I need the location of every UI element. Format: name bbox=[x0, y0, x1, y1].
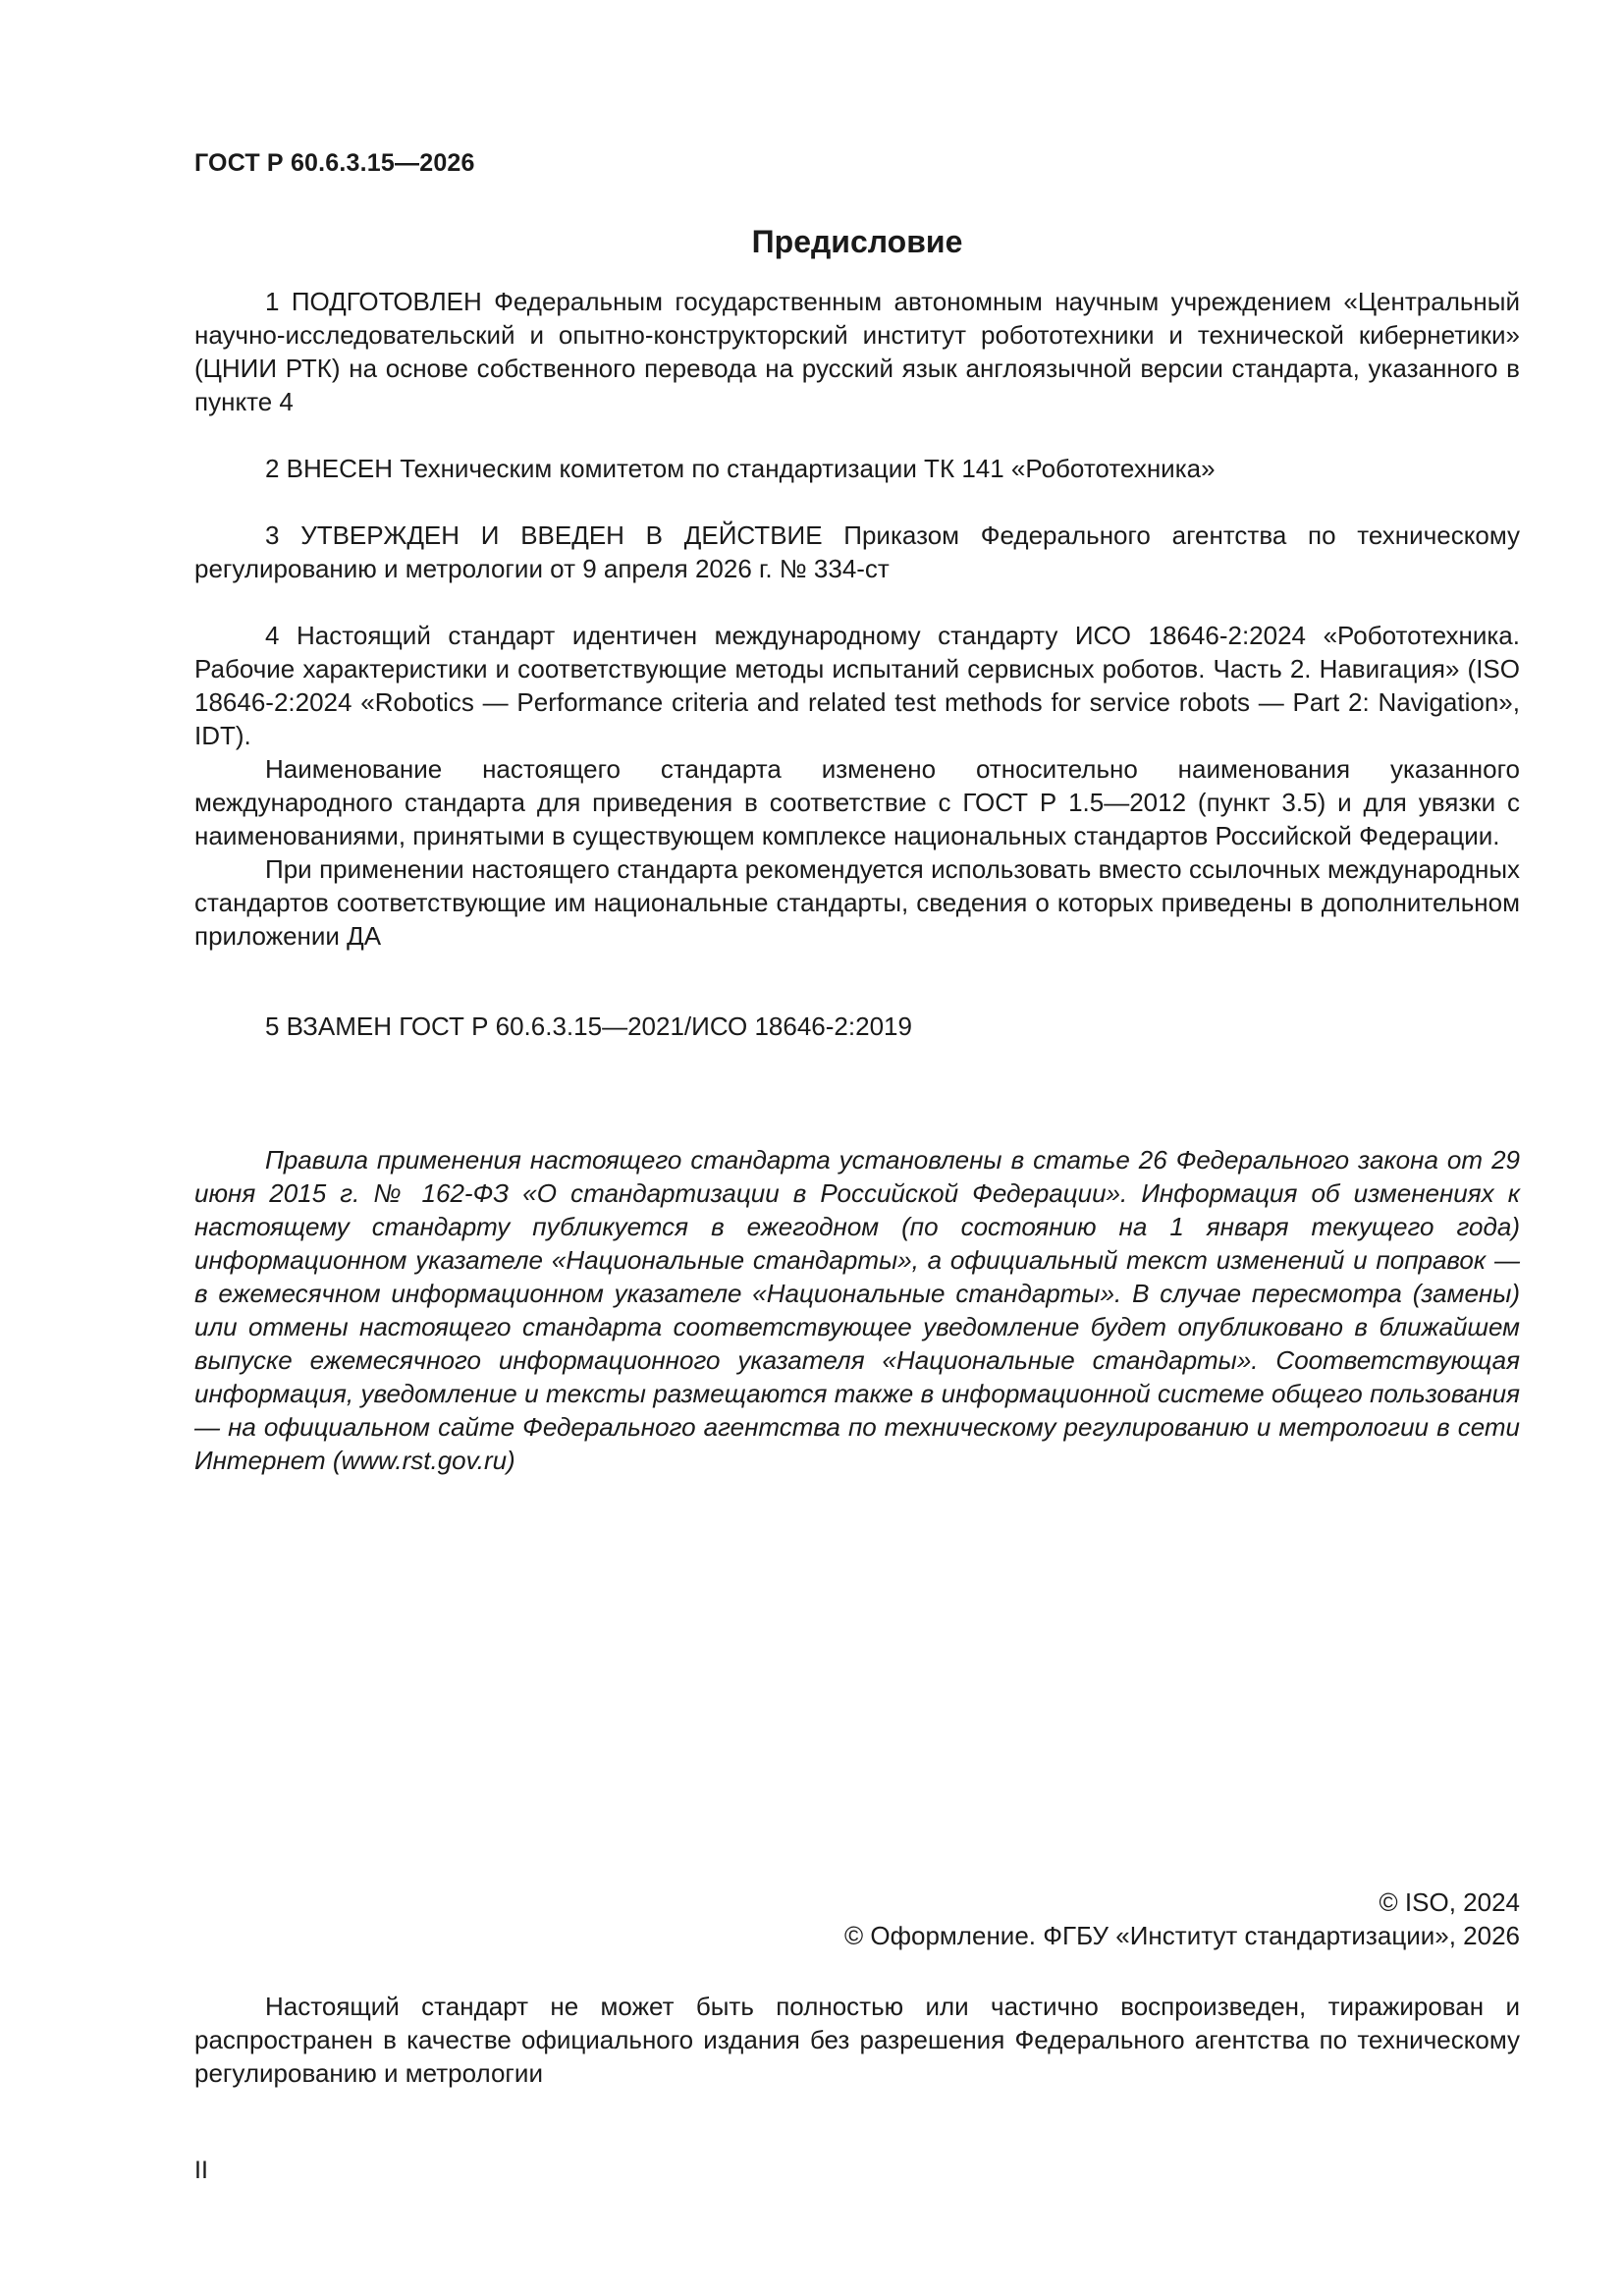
application-rules-notice bbox=[194, 1143, 1520, 1477]
preface-item-1 bbox=[194, 285, 1520, 418]
copyright-iso: © ISO, 2024 bbox=[1379, 1887, 1520, 1917]
preface-item-1-text: 1 ПОДГОТОВЛЕН Федеральным государственным автономным научным учреждением «Центральный научно-исследовательский и опытно-конструкторский институт робототехники и технической кибернетики» (ЦНИИ РТК) на основе собственного перевода на русский язык англоязычной версии стандарта, указанного в пункте 4 bbox=[194, 287, 1520, 416]
preface-item-4-name-change: Наименование настоящего стандарта изменено относительно наименования указанного международного стандарта для приведения в соответствие с ГОСТ Р 1.5—2012 (пункт 3.5) и для увязки с наименованиями, принятыми в существующем комплексе национальных стандартов Российской Федерации. bbox=[194, 754, 1520, 850]
preface-item-4 bbox=[194, 619, 1520, 953]
document-code: ГОСТ Р 60.6.3.15—2026 bbox=[194, 149, 475, 177]
preface-item-2-text: 2 ВНЕСЕН Техническим комитетом по стандартизации ТК 141 «Робототехника» bbox=[265, 454, 1216, 483]
page-number: II bbox=[194, 2157, 208, 2184]
preface-item-4-text: 4 Настоящий стандарт идентичен международному стандарту ИСО 18646-2:2024 «Робототехника. Рабочие характеристики и соответствующие методы испытаний сервисных роботов. Часть 2. Навигация» (ISO 18646-2:2024 «Robotics — Performance criteria and related test methods for service robots — Part 2: Navigation», IDT). bbox=[194, 621, 1520, 750]
preface-item-4-references: При применении настоящего стандарта рекомендуется использовать вместо ссылочных международных стандартов соответствующие им национальные стандарты, сведения о которых приведены в дополнительном приложении ДА bbox=[194, 854, 1520, 951]
reproduction-notice bbox=[194, 1990, 1520, 2090]
application-rules-text: Правила применения настоящего стандарта установлены в статье 26 Федерального закона от 29 июня 2015 г. № 162-ФЗ «О стандартизации в Российской Федерации». Информация об изменениях к настоящему стандарту публикуется в ежегодном (по состоянию на 1 января текущего года) информационном указателе «Национальные стандарты», а официальный текст изменений и поправок — в ежемесячном информационном указателе «Национальные стандарты». В случае пересмотра (замены) или отмены настоящего стандарта соответствующее уведомление будет опубликовано в ближайшем выпуске ежемесячного информационного указателя «Национальные стандарты». Соответствующая информация, уведомление и тексты размещаются также в информационной системе общего пользования — на официальном сайте Федерального агентства по техническому регулированию и метрологии в сети Интернет (www.rst.gov.ru) bbox=[194, 1145, 1520, 1475]
preface-item-2 bbox=[194, 452, 1520, 485]
preface-item-5 bbox=[194, 1010, 1520, 1043]
preface-item-3-text: 3 УТВЕРЖДЕН И ВВЕДЕН В ДЕЙСТВИЕ Приказом Федерального агентства по техническому регулированию и метрологии от 9 апреля 2026 г. № 334-ст bbox=[194, 520, 1520, 583]
copyright-layout: © Оформление. ФГБУ «Институт стандартизации», 2026 bbox=[844, 1921, 1520, 1950]
preface-item-3 bbox=[194, 519, 1520, 585]
copyright-block bbox=[844, 1886, 1520, 1952]
preface-item-5-text: 5 ВЗАМЕН ГОСТ Р 60.6.3.15—2021/ИСО 18646-2:2019 bbox=[265, 1011, 912, 1041]
page-title: Предисловие bbox=[751, 224, 963, 259]
reproduction-notice-text: Настоящий стандарт не может быть полностью или частично воспроизведен, тиражирован и распространен в качестве официального издания без разрешения Федерального агентства по техническому регулированию и метрологии bbox=[194, 1992, 1520, 2088]
